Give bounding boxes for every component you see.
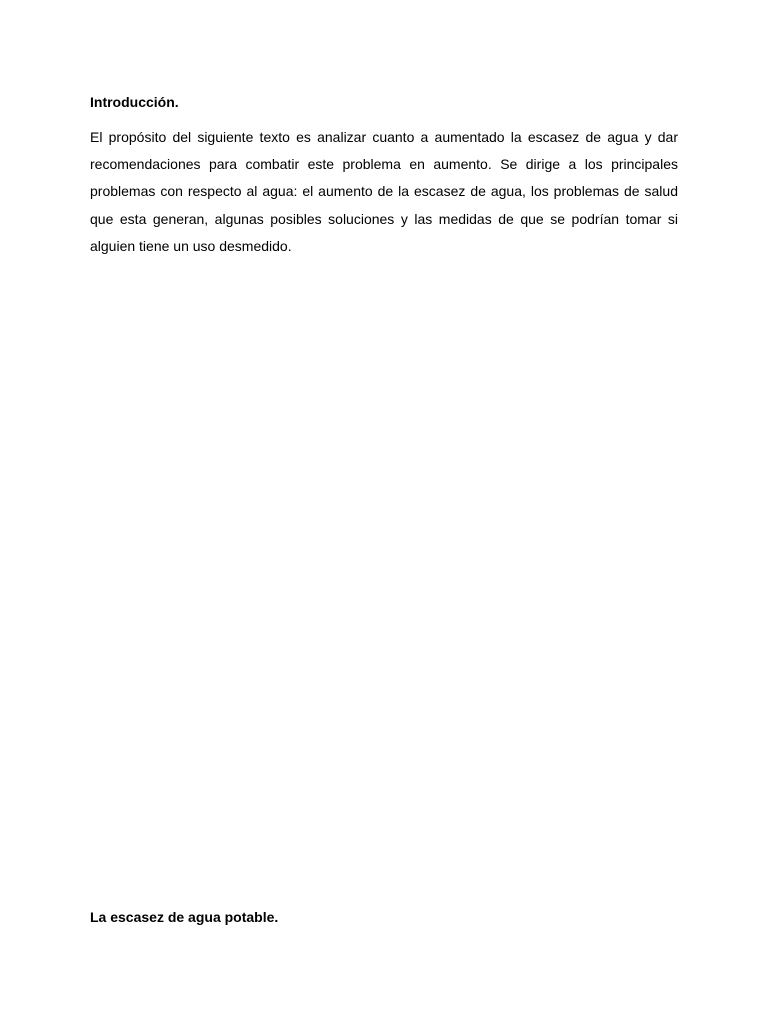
- intro-paragraph: El propósito del siguiente texto es analizar cuanto a aumentado la escasez de agua y dar recomendaciones para combatir este problema en aumento. Se dirige a los principales problemas con respecto al agua: el aumento de la escasez de agua, los problemas de salud que esta generan, algunas posibles soluciones y las medidas de que se podrían tomar si alguien tiene un uso desmedido.: [90, 129, 678, 254]
- section-heading-escasez-agua: La escasez de agua potable.: [90, 909, 279, 925]
- section-heading-introduccion: Introducción.: [90, 94, 179, 110]
